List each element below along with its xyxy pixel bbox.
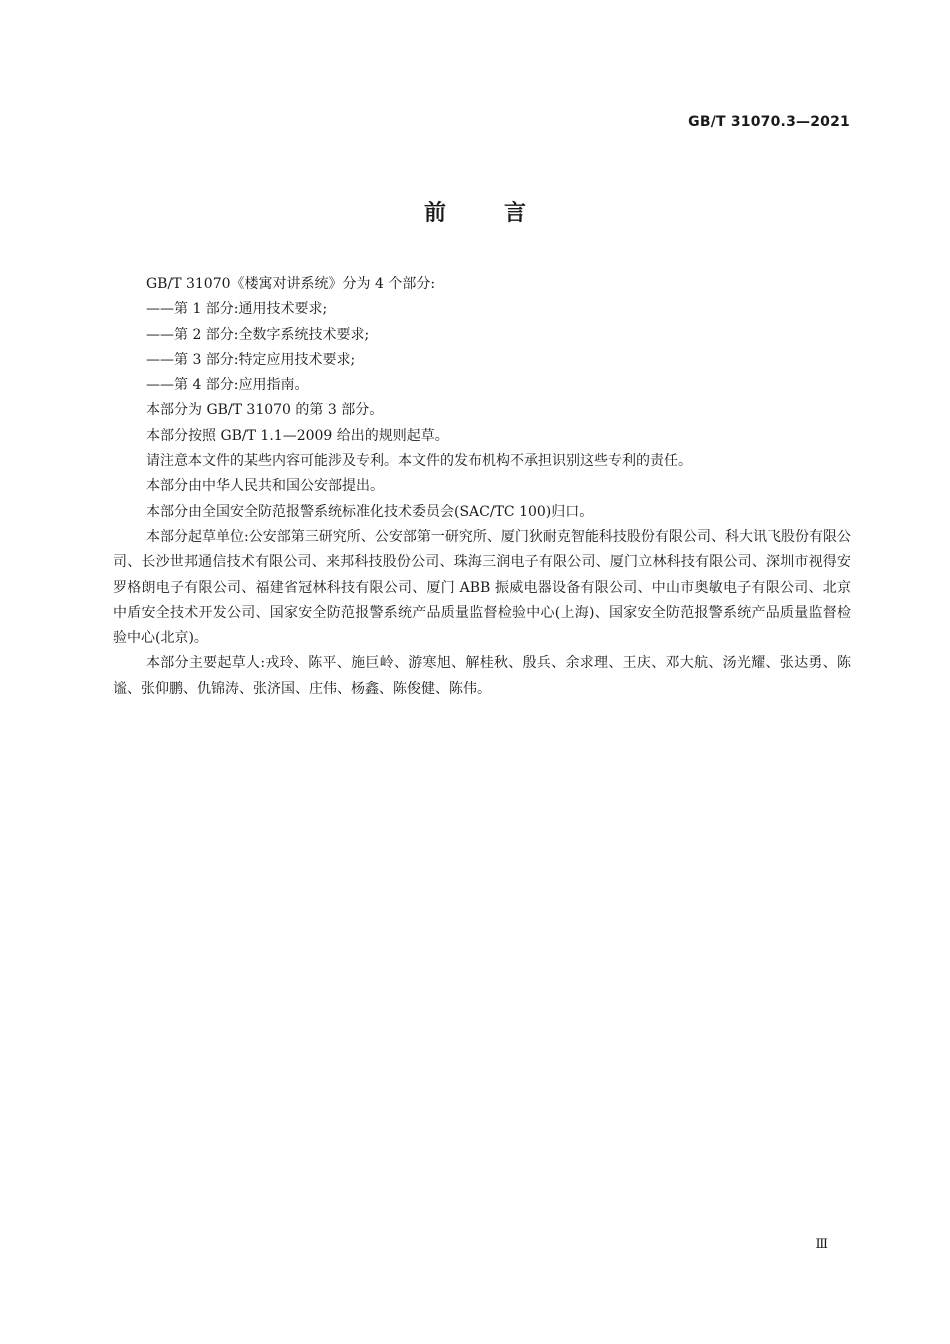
list-item-part-4: ——第 4 部分:应用指南。 <box>146 377 309 394</box>
paragraph-drafting-units: 本部分起草单位:公安部第三研究所、公安部第一研究所、厦门狄耐克智能科技股份有限公司、科大讯飞股份有限公司、长沙世邦通信技术有限公司、来邦科技股份公司、珠海三润电子有限公司、厦门立林科技有限公司、深圳市视得安罗格朗电子有限公司、福建省冠林科技有限公司、厦门 ABB 振威电器设备有限公司、中山市奥敏电子有限公司、北京中盾安全技术开发公司、国家安全防范报警系统产品质量监督检验中心(上海)、国家安全防范报警系统产品质量监督检验中心(北京)。 <box>113 528 851 647</box>
standard-number: GB/T 31070.3—2021 <box>688 114 850 130</box>
page-title-char-1: 前 <box>423 201 446 226</box>
paragraph-drafting-rules: 本部分按照 GB/T 1.1—2009 给出的规则起草。 <box>146 427 449 444</box>
paragraph-patent-notice: 请注意本文件的某些内容可能涉及专利。本文件的发布机构不承担识别这些专利的责任。 <box>146 453 692 470</box>
page-title-char-2: 言 <box>504 201 527 226</box>
paragraph-centralized-by: 本部分由全国安全防范报警系统标准化技术委员会(SAC/TC 100)归口。 <box>146 503 594 520</box>
paragraph-drafters: 本部分主要起草人:戎玲、陈平、施巨岭、游寒旭、解桂秋、殷兵、余求理、王庆、邓大航、汤光耀、张达勇、陈谧、张仰鹏、仇锦涛、张济国、庄伟、杨鑫、陈俊健、陈伟。 <box>113 655 851 697</box>
page-number: Ⅲ <box>815 1237 828 1252</box>
list-item-part-1: ——第 1 部分:通用技术要求; <box>146 301 328 318</box>
paragraph-proposed-by: 本部分由中华人民共和国公安部提出。 <box>146 478 384 495</box>
paragraph-parts-intro: GB/T 31070《楼寓对讲系统》分为 4 个部分: <box>146 276 436 292</box>
paragraph-this-part: 本部分为 GB/T 31070 的第 3 部分。 <box>146 402 384 419</box>
page-title <box>0 196 950 227</box>
list-item-part-3: ——第 3 部分:特定应用技术要求; <box>146 351 356 368</box>
list-item-part-2: ——第 2 部分:全数字系统技术要求; <box>146 326 370 343</box>
foreword-body <box>113 272 851 702</box>
